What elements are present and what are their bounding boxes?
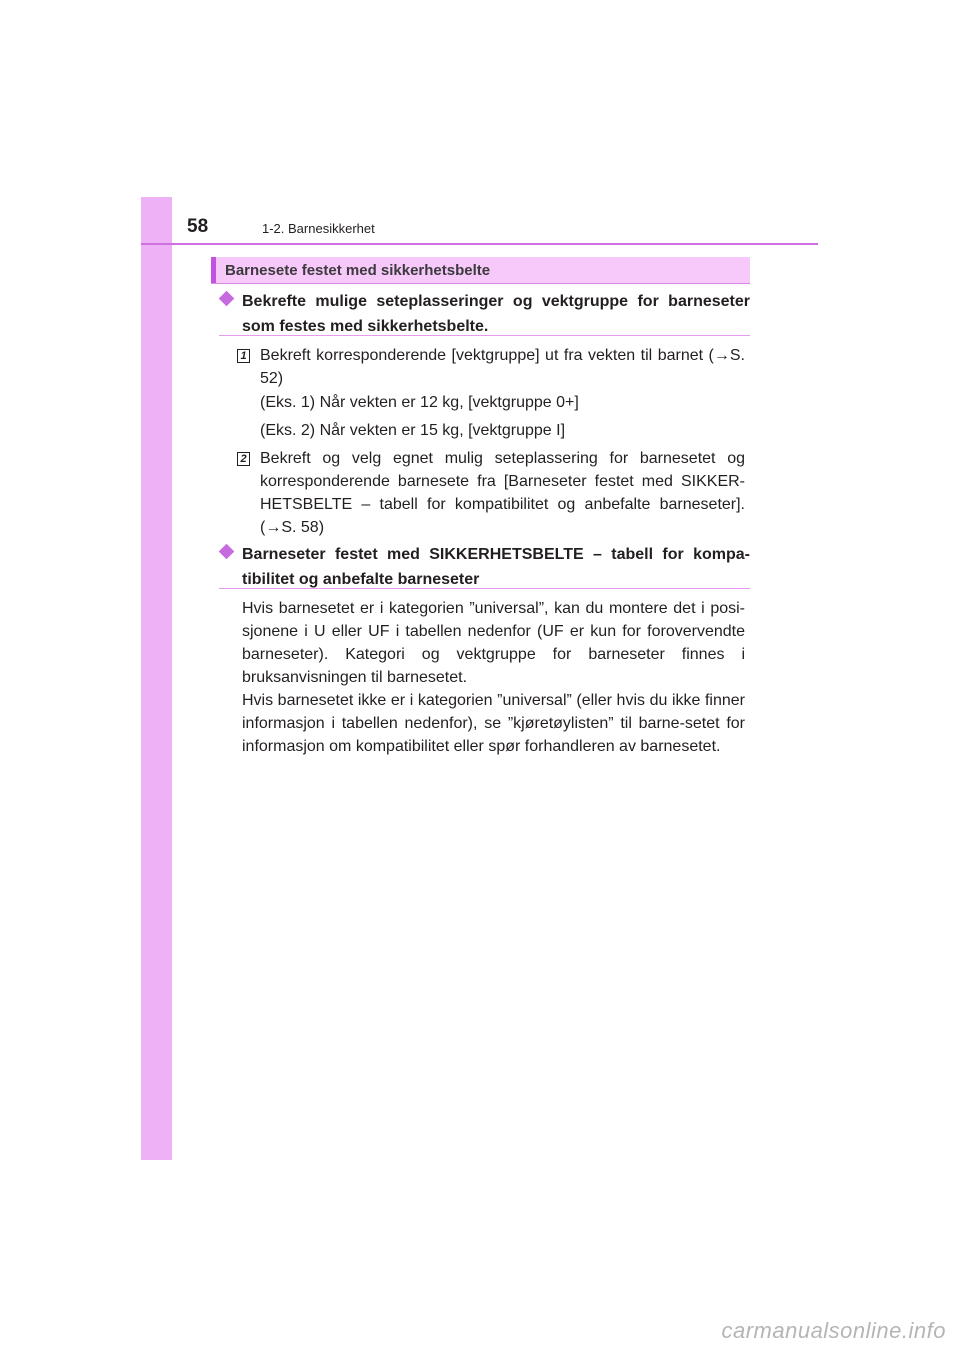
page-number: 58 (187, 216, 209, 237)
section-title: Barnesete festet med sikkerhetsbelte (225, 262, 491, 279)
subsection-heading-2 (219, 542, 750, 589)
example-1: (Eks. 1) Når vekten er 12 kg, [vektgruppe 0+] (260, 394, 579, 411)
subsection-heading-text: Barneseter festet med SIKKERHETSBELTE – tabell for kompa-tibilitet og anbefalte barneseter (242, 546, 750, 588)
example-2: (Eks. 2) Når vekten er 15 kg, [vektgruppe I] (260, 422, 566, 439)
section-title-bar (211, 257, 750, 284)
step-number-badge: 1 (237, 349, 250, 363)
step-text: Bekreft og velg egnet mulig seteplassering for barnesetet og korresponderende barnesete fra [Barneseter festet med SIKKER-HETSBELTE – tabell for kompatibilitet og anbefalte barneseter]. (→S. 58) (260, 450, 745, 536)
paragraph: Hvis barnesetet ikke er i kategorien ”universal” (eller hvis du ikke finner informasjon i tabellen nedenfor), se ”kjøretøylisten” til barne-setet for informasjon om kompatibilitet eller spør forhandleren av barnesetet. (242, 692, 745, 755)
section-accent (211, 257, 216, 283)
diamond-bullet-icon (219, 291, 235, 307)
subsection-heading-1 (219, 289, 750, 336)
step-text: Bekreft korresponderende [vektgruppe] ut fra vekten til barnet (→S. 52) (260, 347, 745, 387)
body-text (242, 597, 745, 758)
side-tab-band (141, 197, 172, 1160)
step-2 (237, 447, 745, 539)
diamond-bullet-icon (219, 544, 235, 560)
header-rule (141, 243, 818, 245)
paragraph: Hvis barnesetet er i kategorien ”universal”, kan du montere det i posi-sjonene i U eller UF i tabellen nedenfor (UF er kun for forovervendte barneseter). Kategori og vektgruppe for barneseter finnes i bruksanvisningen til barnesetet. (242, 600, 745, 686)
step-1 (237, 344, 745, 390)
step-number-badge: 2 (237, 452, 250, 466)
running-head: 1-2. Barnesikkerhet (262, 221, 375, 236)
subsection-heading-text: Bekrefte mulige seteplasseringer og vektgruppe for barneseter som festes med sikkerhetsbelte. (242, 293, 750, 335)
watermark: carmanualsonline.info (721, 1318, 946, 1343)
